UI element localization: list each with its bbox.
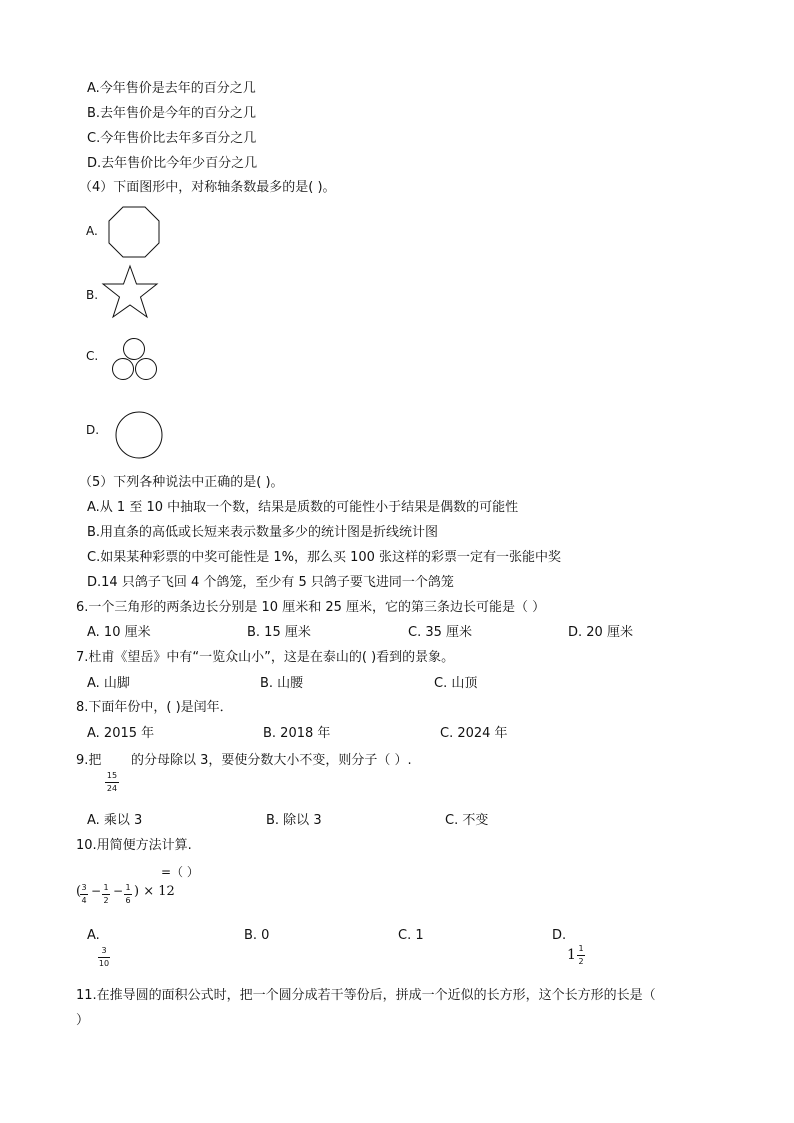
q5-option-c: C.如果某种彩票的中奖可能性是 1%，那么买 100 张这样的彩票一定有一张能中奖 xyxy=(87,550,562,565)
fraction-denominator: 4 xyxy=(81,896,87,905)
q10-answer-blank: =（ ） xyxy=(161,865,199,879)
q10-option-d-whole: 1 xyxy=(567,947,576,963)
q6-option-c: C. 35 厘米 xyxy=(408,625,473,640)
q10-expr-close: ) × 12 xyxy=(134,884,175,899)
q10-expr-fraction-2 xyxy=(102,883,110,906)
q10-option-d-label: D. xyxy=(552,928,567,943)
q9-option-c: C. 不变 xyxy=(445,813,489,828)
q8-option-c: C. 2024 年 xyxy=(440,726,508,741)
q10-stem: 10.用简便方法计算. xyxy=(76,838,192,853)
fraction-bar xyxy=(98,957,110,958)
fraction-numerator: 1 xyxy=(125,883,131,892)
q3-option-a: A.今年售价是去年的百分之几 xyxy=(87,81,256,96)
q9-option-b: B. 除以 3 xyxy=(266,813,322,828)
q6-option-d: D. 20 厘米 xyxy=(568,625,633,640)
q5-option-a: A.从 1 至 10 中抽取一个数，结果是质数的可能性小于结果是偶数的可能性 xyxy=(87,500,519,515)
q5-option-d: D.14 只鸽子飞回 4 个鸽笼，至少有 5 只鸽子要飞进同一个鸽笼 xyxy=(87,575,454,590)
fraction-denominator: 2 xyxy=(578,957,584,966)
q10-expr-fraction-3 xyxy=(124,883,132,906)
star-figure xyxy=(103,265,159,319)
q4-stem: （4）下面图形中，对称轴条数最多的是( )。 xyxy=(79,180,336,195)
fraction-denominator: 2 xyxy=(103,896,109,905)
q8-option-a: A. 2015 年 xyxy=(87,726,155,741)
fraction-numerator: 1 xyxy=(103,883,109,892)
q5-option-b: B.用直条的高低或长短来表示数量多少的统计图是折线统计图 xyxy=(87,525,439,540)
q10-option-a-fraction xyxy=(98,946,110,969)
q9-fraction-denominator: 24 xyxy=(106,784,118,793)
three-circles-figure xyxy=(110,338,160,382)
q3-option-d: D.去年售价比今年少百分之几 xyxy=(87,156,258,171)
fraction-denominator: 10 xyxy=(98,959,110,968)
q11-stem: 11.在推导圆的面积公式时，把一个圆分成若干等份后，拼成一个近似的长方形，这个长方形的长是（ xyxy=(76,988,656,1003)
q9-fraction xyxy=(105,771,119,794)
octagon-figure xyxy=(108,206,160,258)
fraction-bar xyxy=(105,782,119,783)
q3-option-b: B.去年售价是今年的百分之几 xyxy=(87,106,257,121)
q4-label-b: B. xyxy=(86,288,99,302)
q5-stem: （5）下列各种说法中正确的是( )。 xyxy=(79,475,284,490)
q10-option-a-label: A. xyxy=(87,928,100,943)
fraction-denominator: 6 xyxy=(125,896,131,905)
q9-fraction-numerator: 15 xyxy=(106,771,118,780)
q11-stem-continued: ） xyxy=(76,1013,90,1028)
q10-expr-open-paren: ( xyxy=(76,884,82,899)
q4-label-a: A. xyxy=(86,224,98,238)
q9-option-a: A. 乘以 3 xyxy=(87,813,143,828)
fraction-bar xyxy=(102,894,110,895)
q10-expr-minus-2: − xyxy=(113,884,124,898)
q7-stem: 7.杜甫《望岳》中有“一览众山小”，这是在泰山的( )看到的景象。 xyxy=(76,650,455,665)
q10-expr-fraction-1 xyxy=(80,883,88,906)
q6-stem: 6.一个三角形的两条边长分别是 10 厘米和 25 厘米，它的第三条边长可能是（ ） xyxy=(76,600,546,615)
q9-stem-pre: 9.把 xyxy=(76,753,102,768)
fraction-numerator: 1 xyxy=(578,944,584,953)
q9-stem-post: 的分母除以 3，要使分数大小不变，则分子（ ）. xyxy=(131,753,412,768)
q10-option-c: C. 1 xyxy=(398,928,424,943)
q4-label-c: C. xyxy=(86,349,99,363)
q8-option-b: B. 2018 年 xyxy=(263,726,331,741)
q4-label-d: D. xyxy=(86,423,100,437)
fraction-bar xyxy=(80,894,88,895)
q10-expr-minus-1: − xyxy=(91,884,102,898)
q3-option-c: C.今年售价比去年多百分之几 xyxy=(87,131,257,146)
q7-option-c: C. 山顶 xyxy=(434,676,478,691)
q10-option-d-fraction xyxy=(577,944,585,967)
fraction-numerator: 3 xyxy=(81,883,87,892)
fraction-bar xyxy=(124,894,132,895)
q10-option-b: B. 0 xyxy=(244,928,270,943)
q8-stem: 8.下面年份中，( )是闰年． xyxy=(76,700,233,715)
fraction-numerator: 3 xyxy=(101,946,107,955)
q7-option-a: A. 山脚 xyxy=(87,676,130,691)
q7-option-b: B. 山腰 xyxy=(260,676,304,691)
circle-figure xyxy=(114,410,164,460)
q6-option-a: A. 10 厘米 xyxy=(87,625,151,640)
fraction-bar xyxy=(577,955,585,956)
q6-option-b: B. 15 厘米 xyxy=(247,625,311,640)
